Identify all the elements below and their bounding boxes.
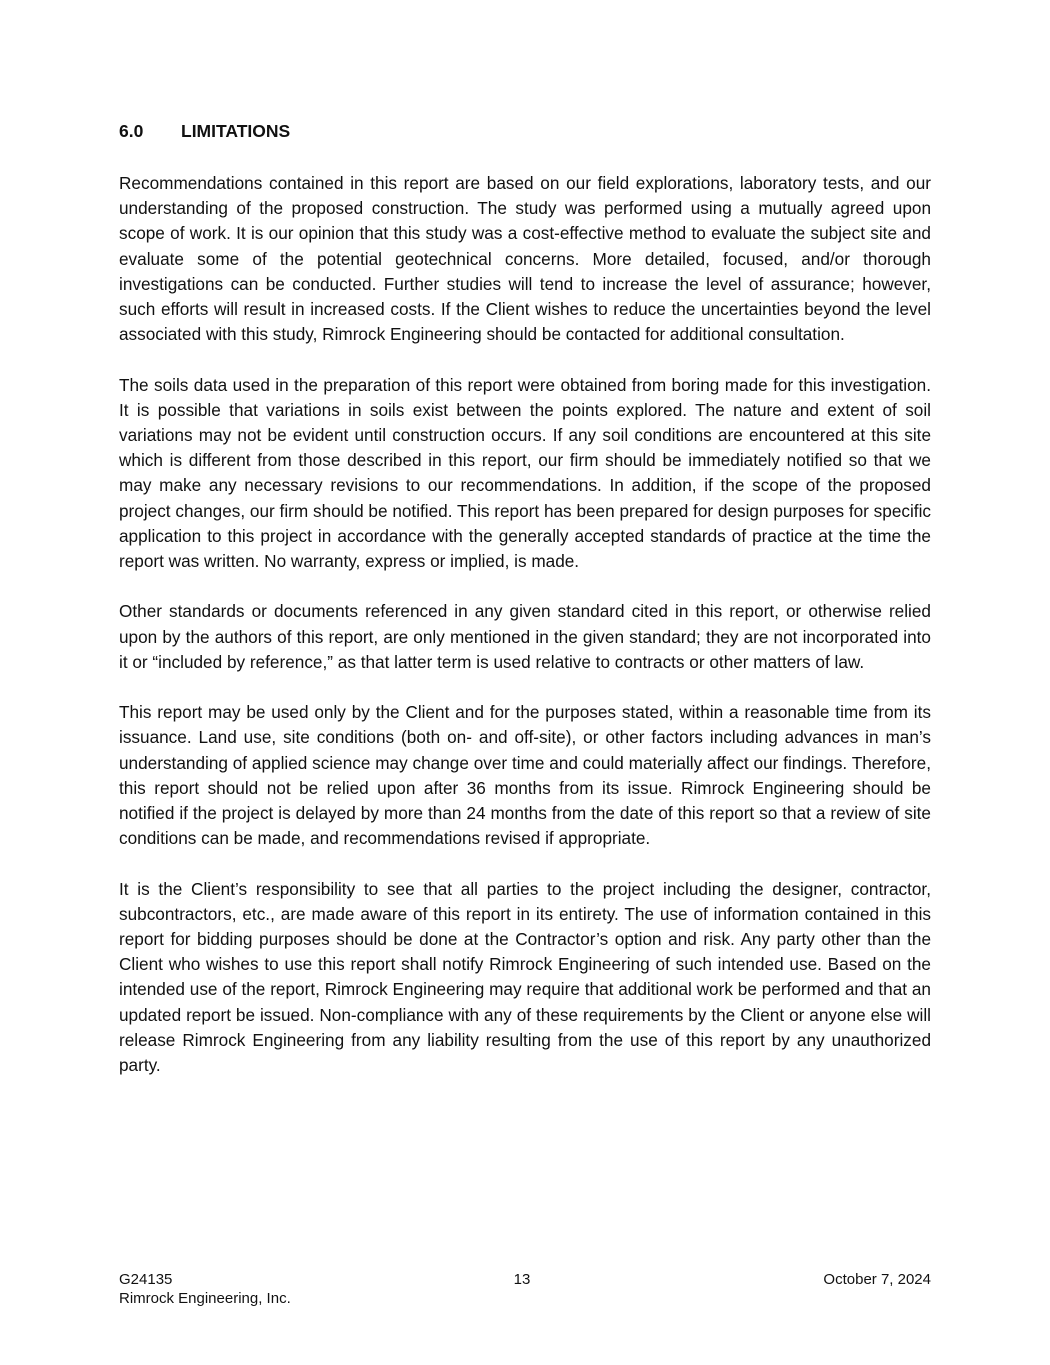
footer-project-number: G24135 [119, 1271, 173, 1288]
paragraph-soils-data: The soils data used in the preparation of this report were obtained from boring made for this investigation. It is possible that variations in soils exist between the points explored. The nature and extent of soil variations may not be evident until construction occurs. If any soil conditions are encountered at this site which is different from those described in this report, our firm should be immediately notified so that we may make any necessary revisions to our recommendations. In addition, if the scope of the proposed project changes, our firm should be notified. This report has been prepared for design purposes for specific application to this project in accordance with the generally accepted standards of practice at the time the report was written. No warranty, express or implied, is made. [119, 374, 931, 572]
paragraph-client-responsibility: It is the Client’s responsibility to see that all parties to the project including the designer, contractor, subcontractors, etc., are made aware of this report in its entirety. The use of information contained in this report for bidding purposes should be done at the Contractor’s option and risk. Any party other than the Client who wishes to use this report shall notify Rimrock Engineering of such intended use. Based on the intended use of the report, Rimrock Engineering may require that additional work be performed and that an updated report be issued. Non-compliance with any of these requirements by the Client or anyone else will release Rimrock Engineering from any liability resulting from the use of this report by any unauthorized party. [119, 878, 931, 1076]
footer-company: Rimrock Engineering, Inc. [119, 1290, 291, 1307]
paragraph-report-use: This report may be used only by the Client and for the purposes stated, within a reasonable time from its issuance. Land use, site conditions (both on- and off-site), or other factors including advances in man’s understanding of applied science may change over time and could materially affect our findings. Therefore, this report should not be relied upon after 36 months from its issue. Rimrock Engineering should be notified if the project is delayed by more than 24 months from the date of this report so that a review of site conditions can be made, and recommendations revised if appropriate. [119, 702, 931, 849]
section-title: LIMITATIONS [181, 121, 291, 141]
section-number: 6.0 [119, 121, 144, 141]
section-heading [119, 121, 290, 142]
footer-date: October 7, 2024 [823, 1271, 931, 1288]
paragraph-other-standards: Other standards or documents referenced in any given standard cited in this report, or otherwise relied upon by the authors of this report, are only mentioned in the given standard; they are not incorporated into it or “included by reference,” as that latter term is used relative to contracts or other matters of law. [119, 601, 931, 672]
footer-page-number: 13 [513, 1271, 531, 1288]
paragraph-recommendations: Recommendations contained in this report are based on our field explorations, laboratory tests, and our understanding of the proposed construction. The study was performed using a mutually agreed upon scope of work. It is our opinion that this study was a cost-effective method to evaluate the subject site and evaluate some of the potential geotechnical concerns. More detailed, focused, and/or thorough investigations can be conducted. Further studies will tend to increase the level of assurance; however, such efforts will result in increased costs. If the Client wishes to reduce the uncertainties beyond the level associated with this study, Rimrock Engineering should be contacted for additional consultation. [119, 173, 931, 345]
report-body [119, 171, 931, 1103]
page-footer [119, 1270, 931, 1308]
